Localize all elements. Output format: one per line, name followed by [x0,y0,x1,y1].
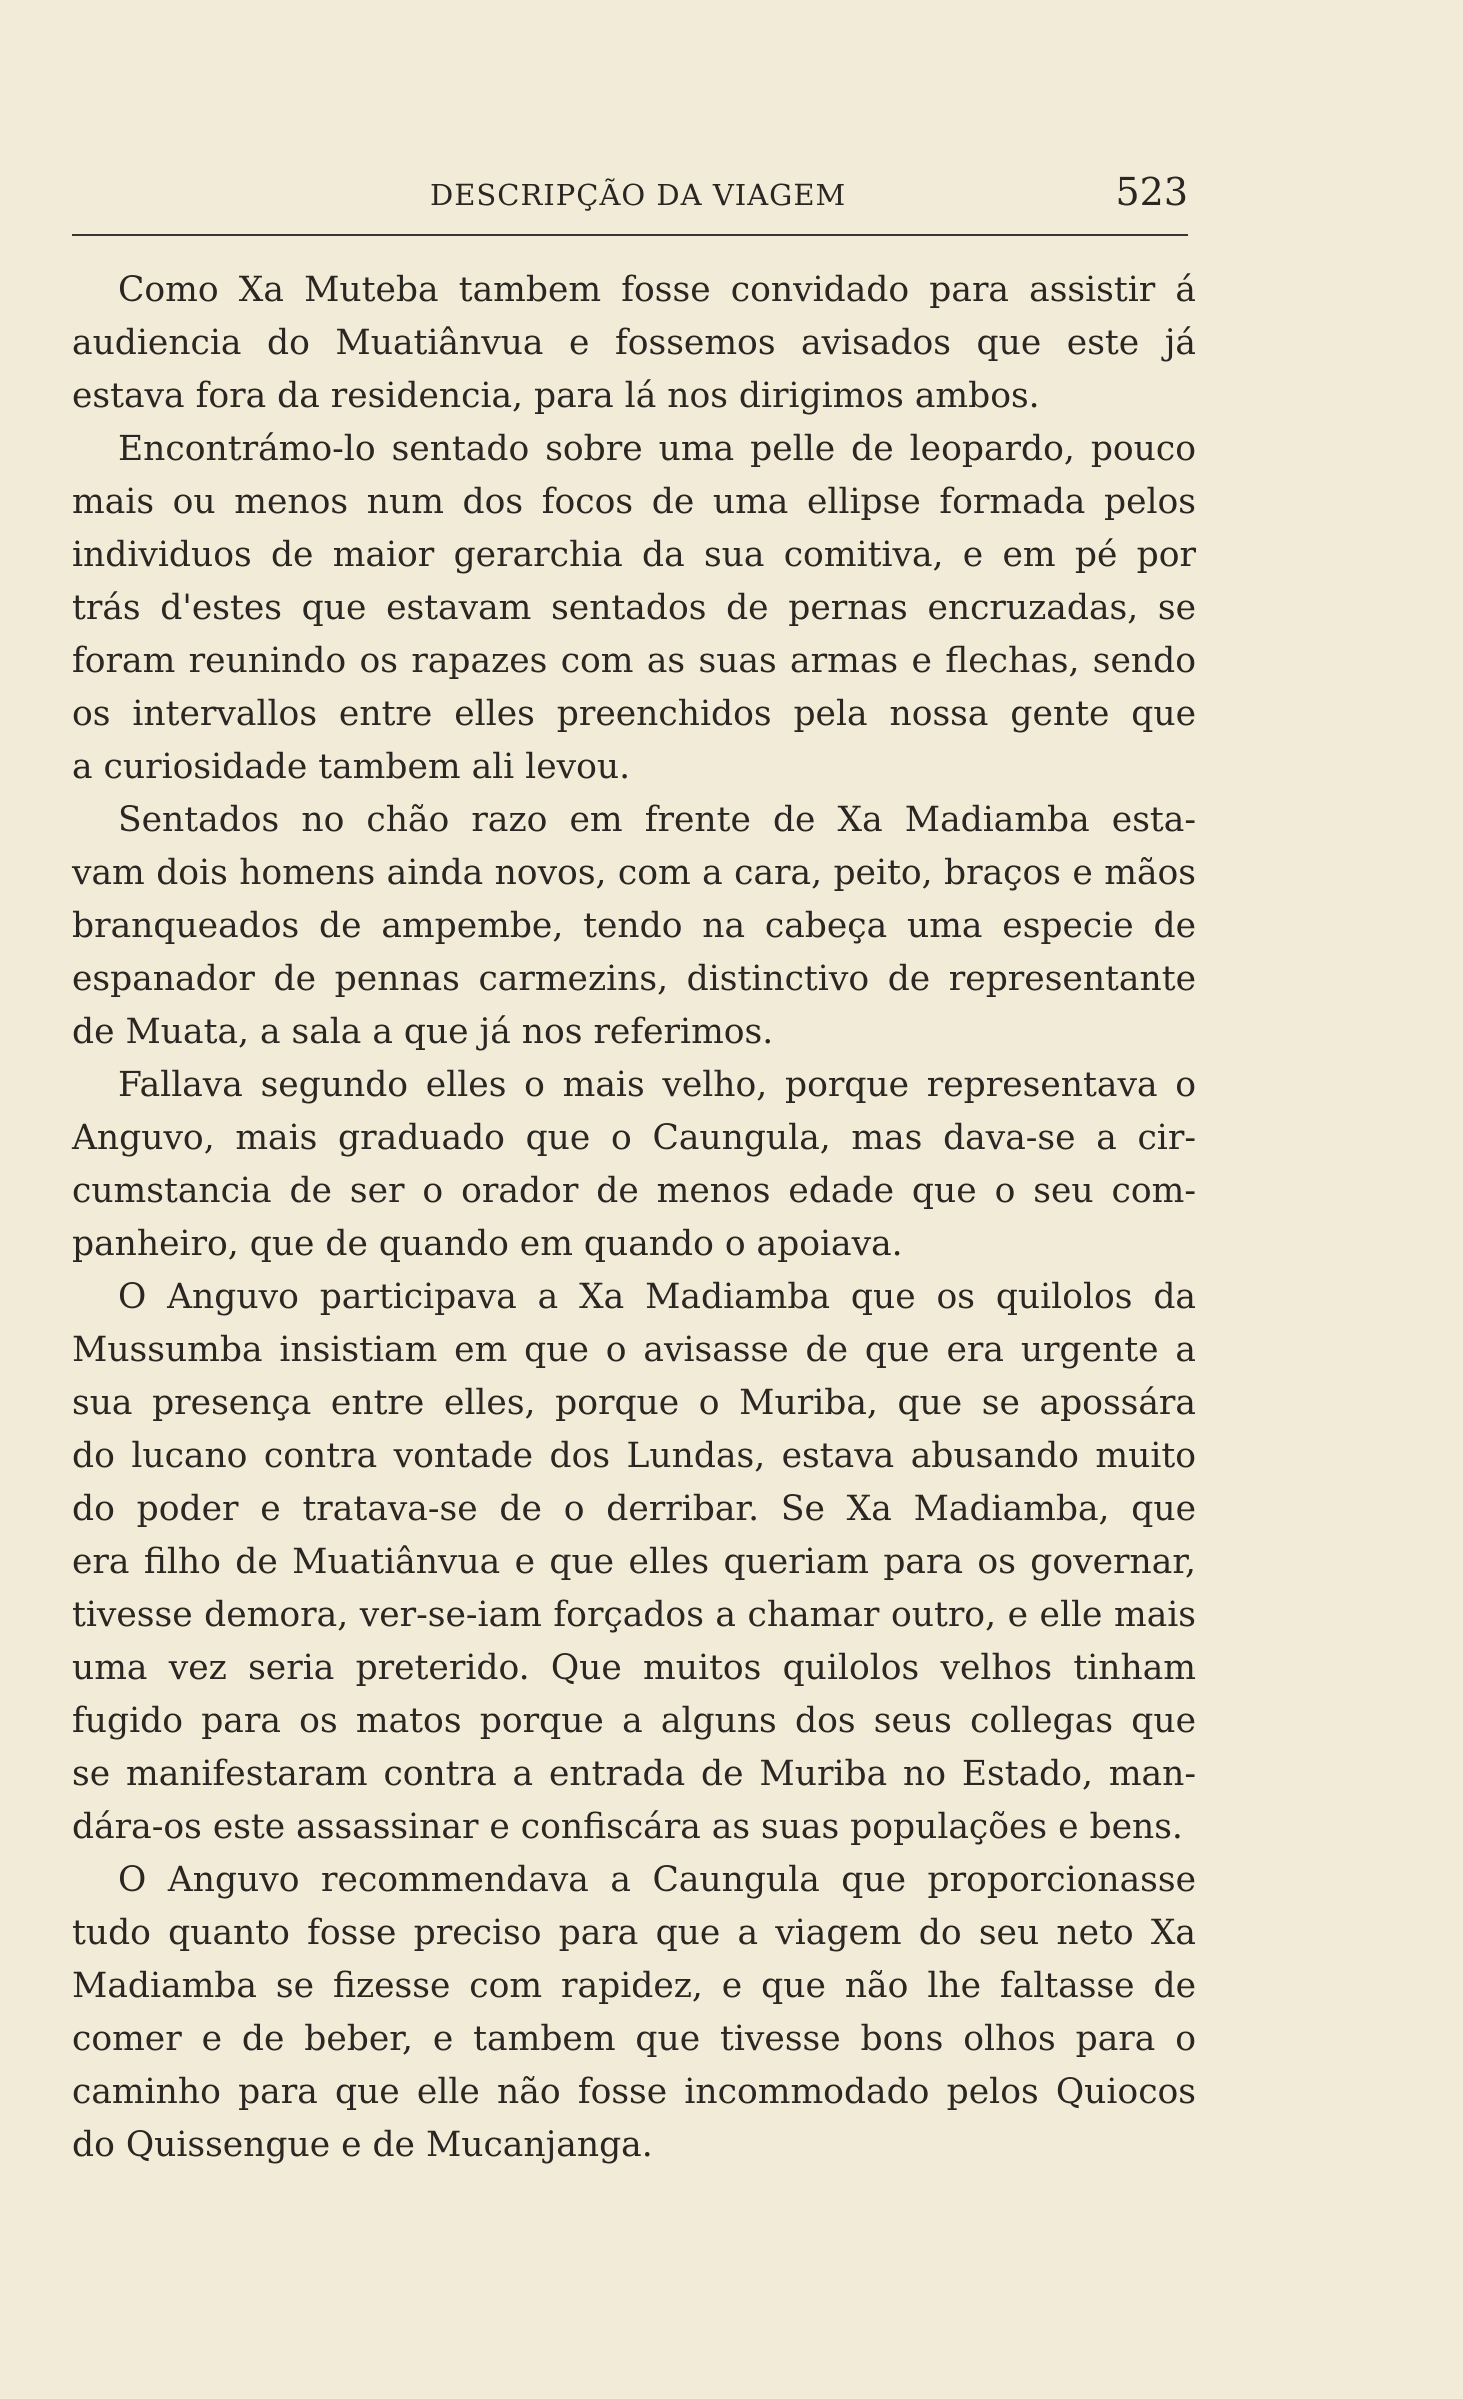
text-line: audiencia do Muatiânvua e fossemos avisados que este já [72,323,1196,363]
body-text [72,264,1196,2172]
page-number: 523 [1115,170,1188,214]
text-line: espanador de pennas carmezins, distinctivo de representante [72,959,1196,999]
text-line: branqueados de ampembe, tendo na cabeça uma especie de [72,906,1196,946]
text-line: Anguvo, mais graduado que o Caungula, mas dava-se a cir- [72,1118,1196,1158]
text-line: uma vez seria preterido. Que muitos quilolos velhos tinham [72,1648,1196,1688]
text-line: sua presença entre elles, porque o Muriba, que se apossára [72,1383,1196,1423]
text-line: trás d'estes que estavam sentados de pernas encruzadas, se [72,588,1196,628]
text-line: foram reunindo os rapazes com as suas armas e flechas, sendo [72,641,1196,681]
text-line: O Anguvo participava a Xa Madiamba que os quilolos da [118,1277,1196,1317]
text-line: do poder e tratava-se de o derribar. Se Xa Madiamba, que [72,1489,1196,1529]
text-line: caminho para que elle não fosse incommodado pelos Quiocos [72,2072,1196,2112]
text-line: estava fora da residencia, para lá nos dirigimos ambos. [72,376,1040,416]
text-line: Fallava segundo elles o mais velho, porque representava o [118,1065,1196,1105]
text-line: do Quissengue e de Mucanjanga. [72,2125,653,2165]
page-header [72,170,1188,220]
text-line: vam dois homens ainda novos, com a cara, peito, braços e mãos [72,853,1196,893]
text-line: se manifestaram contra a entrada de Muriba no Estado, man- [72,1754,1196,1794]
text-line: era filho de Muatiânvua e que elles queriam para os governar, [72,1542,1196,1582]
text-line: dára-os este assassinar e confiscára as suas populações e bens. [72,1807,1183,1847]
text-line: do lucano contra vontade dos Lundas, estava abusando muito [72,1436,1196,1476]
text-line: Mussumba insistiam em que o avisasse de que era urgente a [72,1330,1196,1370]
text-line: cumstancia de ser o orador de menos edade que o seu com- [72,1171,1196,1211]
text-line: Encontrámo-lo sentado sobre uma pelle de leopardo, pouco [118,429,1196,469]
running-title: DESCRIPÇÃO DA VIAGEM [430,178,847,212]
text-line: tudo quanto fosse preciso para que a viagem do seu neto Xa [72,1913,1196,1953]
text-line: mais ou menos num dos focos de uma ellipse formada pelos [72,482,1196,522]
text-line: Como Xa Muteba tambem fosse convidado para assistir á [118,270,1196,310]
text-line: O Anguvo recommendava a Caungula que proporcionasse [118,1860,1196,1900]
text-line: individuos de maior gerarchia da sua comitiva, e em pé por [72,535,1196,575]
text-line: os intervallos entre elles preenchidos pela nossa gente que [72,694,1196,734]
header-rule [72,234,1188,236]
text-line: panheiro, que de quando em quando o apoiava. [72,1224,903,1264]
text-line: a curiosidade tambem ali levou. [72,747,631,787]
text-line: Madiamba se fizesse com rapidez, e que não lhe faltasse de [72,1966,1196,2006]
text-line: comer e de beber, e tambem que tivesse bons olhos para o [72,2019,1196,2059]
text-line: tivesse demora, ver-se-iam forçados a chamar outro, e elle mais [72,1595,1196,1635]
text-line: de Muata, a sala a que já nos referimos. [72,1012,774,1052]
text-line: fugido para os matos porque a alguns dos seus collegas que [72,1701,1196,1741]
text-line: Sentados no chão razo em frente de Xa Madiamba esta- [118,800,1196,840]
